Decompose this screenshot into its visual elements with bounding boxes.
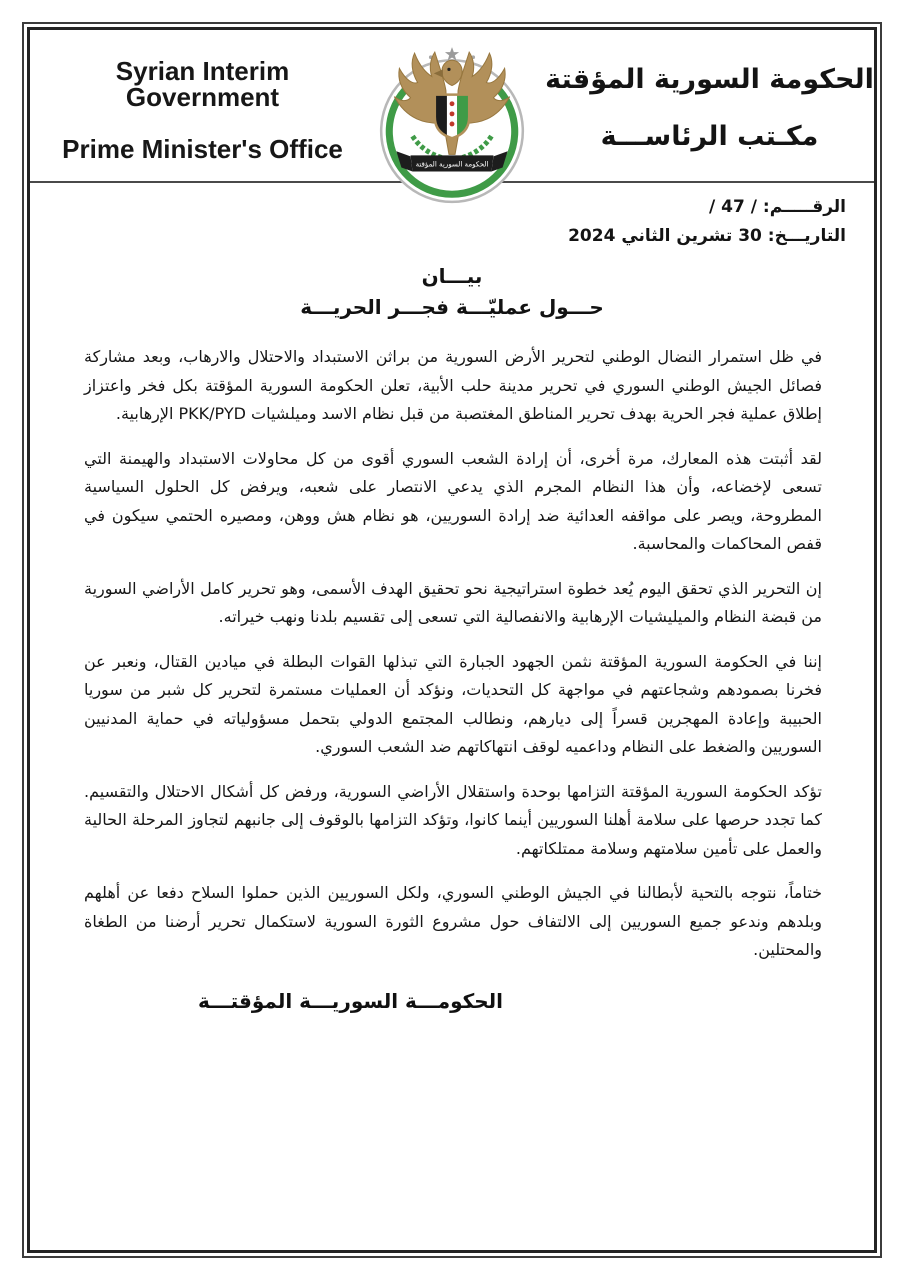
banner-text: الحكومة السورية المؤقتة xyxy=(415,159,489,169)
document-area xyxy=(27,27,877,1253)
statement-body xyxy=(30,343,874,1015)
emblem-svg xyxy=(366,40,538,210)
arabic-title-line-2: مكـتب الرئاســـة xyxy=(600,120,819,152)
reference-number: الرقـــــم: / 47 / xyxy=(709,197,846,217)
body-paragraph: ختاماً، نتوجه بالتحية لأبطالنا في الجيش الوطني السوري، ولكل السوريين الذين حملوا السلاح دفعا عن أهلهم وبلدهم وندعو جميع السوريين إلى الالتفاف حول مشروع الثورة السورية لاستكمال تحرير أرضنا من الطغاة والمحتلين. xyxy=(84,883,822,959)
body-paragraph: تؤكد الحكومة السورية المؤقتة التزامها بوحدة واستقلال الأراضي السورية، ورفض كل أشكال الاحتلال والتقسيم. كما تجدد حرصها على سلامة أهلنا السوريين أينما كانوا، وتؤكد التزامها بالوقوف إلى جانبهم لتجاوز المرحلة الحالية والعمل على تأمين سلامتهم وسلامة ممتلكاتهم. xyxy=(84,781,822,858)
star-icon xyxy=(445,47,459,61)
signature: الحكومـــة السوريـــة المؤقتـــة xyxy=(198,988,504,1013)
body-paragraph: إن التحرير الذي تحقق اليوم يُعد خطوة استراتيجية نحو تحقيق الهدف الأسمى، وهو تحرير كامل الأراضي السورية من قبضة النظام والميليشيات الإرهابية والانفصالية التي تسعى إلى تقسيم بلدنا ونهب خيراته. xyxy=(84,578,822,626)
eagle-eye-icon xyxy=(447,68,450,71)
government-emblem-logo xyxy=(366,40,538,210)
body-paragraph: إننا في الحكومة السورية المؤقتة نثمن الجهود الجبارة التي تبذلها القوات البطلة في ميادين القتال، ونعبر عن فخرنا بصمودهم وشجاعتهم في مواجهة كل التحديات، ونؤكد أن العمليات مستمرة لتحرير كل شبر من سوريا الحبيبة وإعادة المهجرين قسراً إلى ديارهم، ونطالب المجتمع الدولي بتحمل مسؤولياته في حماية المدنيين السوريين والضغط على النظام وداعميه لوقف انتهاكاتهم ضد الشعب السوري. xyxy=(84,651,822,756)
statement-title-line-2: حـــول عمليّـــة فجـــر الحريـــة xyxy=(300,295,604,319)
statement-title xyxy=(30,261,874,323)
document-date: التاريـــخ: 30 تشرين الثاني 2024 xyxy=(568,226,846,246)
english-title-line-1: Syrian Interim Government xyxy=(115,55,290,112)
arabic-title-block xyxy=(545,62,874,150)
statement-title-line-1: بيـــان xyxy=(421,264,483,288)
english-title-line-2: Prime Minister's Office xyxy=(62,133,343,164)
arabic-title-line-1: الحكومة السورية المؤقتة xyxy=(545,63,874,95)
body-paragraph: لقد أثبتت هذه المعارك، مرة أخرى، أن إرادة الشعب السوري أقوى من كل محاولات الاستبداد والهيمنة التي تسعى لإخضاعه، وأن هذا النظام المجرم الذي يدعي الانتصار على شعبه، ويرفض كل الحلول السياسية المطروحة، ويصر على مواقفه العدائية ضد إرادة السوريين، هو نظام هش ووهن، ومصيره الحتمي سيكون في قفص المحاكمات والمحاسبة. xyxy=(84,448,822,553)
english-title-block xyxy=(30,50,367,162)
page-border-frame xyxy=(22,22,882,1258)
body-paragraph: في ظل استمرار النضال الوطني لتحرير الأرض السورية من براثن الاستبداد والاحتلال والارهاب، وبعد مشاركة فصائل الجيش الوطني السوري في تحرير مدينة حلب الأبية، تعلن الحكومة السورية المؤقتة بكل فخر واعتزاز إطلاق عملية فجر الحرية بهدف تحرير المناطق المغتصبة من قبل نظام الاسد وميلشيات PKK/PYD الإرهابية. xyxy=(84,347,822,423)
document-header xyxy=(30,30,874,183)
